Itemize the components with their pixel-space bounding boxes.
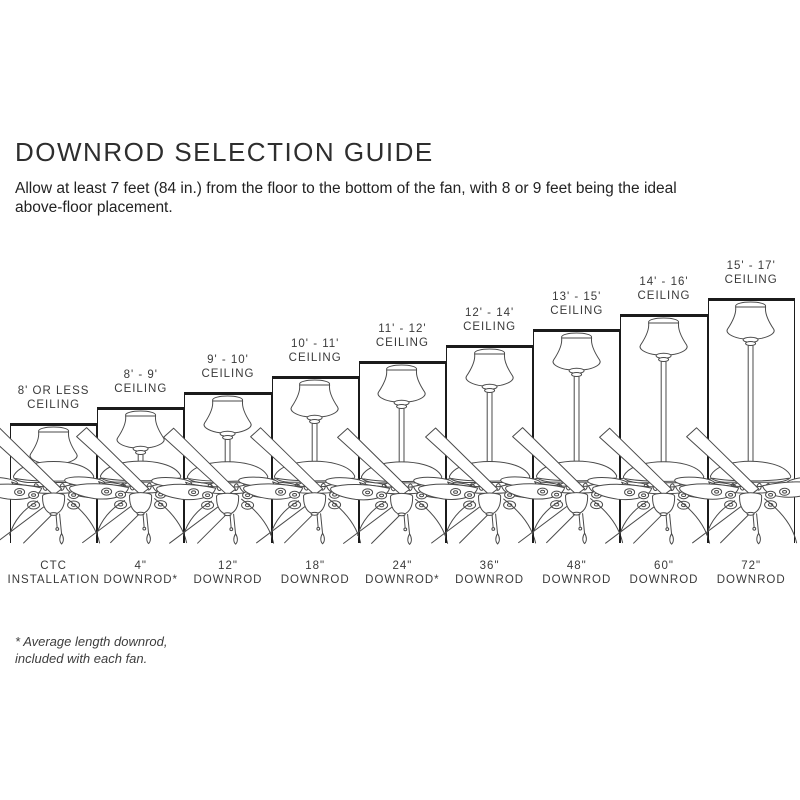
ceiling-word: CEILING xyxy=(550,305,604,318)
footnote-line: included with each fan. xyxy=(15,651,148,666)
footnote xyxy=(15,633,168,667)
downrod-word: INSTALLATION xyxy=(7,574,100,586)
ceiling-range-text: 12' - 14' xyxy=(464,307,515,319)
ceiling-range-text: 8' - 9' xyxy=(123,369,158,382)
ceiling-word: CEILING xyxy=(724,274,778,287)
footnote-line: * Average length downrod, xyxy=(15,634,168,649)
ceiling-word: CEILING xyxy=(375,336,429,349)
ceiling-range-text: 8' OR LESS xyxy=(17,385,90,397)
downrod-size-text: 24" xyxy=(392,560,413,572)
ceiling-word: CEILING xyxy=(201,367,255,380)
ceiling-range-text: 14' - 16' xyxy=(639,275,689,288)
ceiling-word: CEILING xyxy=(27,399,81,411)
ceiling-range-text: 15' - 17' xyxy=(726,260,776,273)
downrod-size-text: CTC xyxy=(40,560,67,572)
downrod-size-text: 36" xyxy=(479,560,500,572)
downrod-word: DOWNROD xyxy=(280,574,350,586)
page-title: DOWNROD SELECTION GUIDE xyxy=(15,137,434,167)
subtitle-line: Allow at least 7 feet (84 in.) from the floor to the bottom of the fan, with 8 or 9 feet being the ideal xyxy=(15,180,677,197)
ceiling-range-text: 9' - 10' xyxy=(207,353,249,366)
downrod-size-text: 60" xyxy=(654,560,674,572)
ceiling-word: CEILING xyxy=(114,383,168,396)
downrod-word: DOWNROD xyxy=(193,574,263,586)
ceiling-range-text: 10' - 11' xyxy=(291,338,340,351)
downrod-word: DOWNROD* xyxy=(103,574,178,586)
downrod-size-text: 72" xyxy=(741,560,762,572)
ceiling-fan-illustration xyxy=(677,301,800,543)
ceiling-word: CEILING xyxy=(637,289,691,302)
downrod-size-text: 4" xyxy=(134,560,148,572)
downrod-word: DOWNROD xyxy=(542,574,612,586)
downrod-word: DOWNROD xyxy=(629,574,699,586)
downrod-size-text: 48" xyxy=(566,560,587,572)
downrod-word: DOWNROD xyxy=(716,574,786,586)
ceiling-range-text: 13' - 15' xyxy=(552,291,602,304)
ceiling-step-box xyxy=(708,298,795,543)
ceiling-range-text: 11' - 12' xyxy=(378,322,427,335)
ceiling-word: CEILING xyxy=(463,321,517,333)
ceiling-word: CEILING xyxy=(288,352,342,365)
downrod-size-text: 12" xyxy=(218,560,238,572)
downrod-size-text: 18" xyxy=(305,560,326,572)
ceiling-range-label xyxy=(694,259,800,287)
subtitle-line: above-floor placement. xyxy=(15,199,173,216)
downrod-word: DOWNROD* xyxy=(365,574,440,586)
downrod-size-label xyxy=(694,559,800,587)
downrod-word: DOWNROD xyxy=(455,574,525,586)
